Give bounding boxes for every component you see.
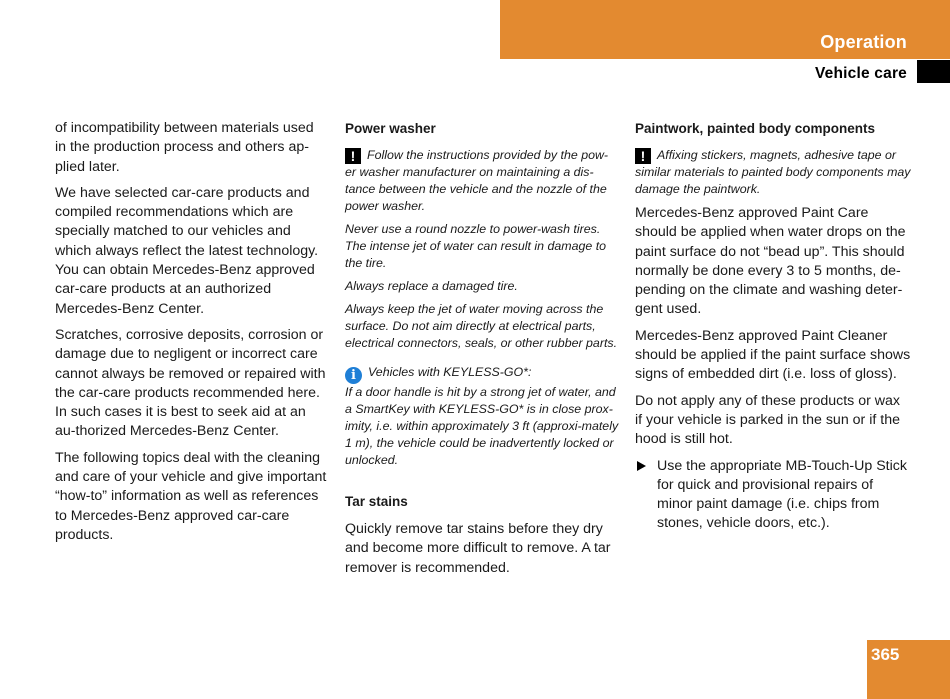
bullet-text: Use the appropriate MB-Touch-Up Stick for quick and provisional repairs of minor paint damage (i.e. chips from stones, vehicle doors, etc.). [657,457,907,532]
heading-paintwork: Paintwork, painted body components [635,121,876,136]
section-tab-marker [917,60,950,83]
warning-text: Affixing stickers, magnets, adhesive tape or similar materials to painted body components may damage the paintwork. [635,148,911,196]
warning-text: Follow the instructions provided by the pow-er washer manufacturer on maintaining a dis-tance between the vehicle and the nozzle of the power washer. [345,148,609,213]
heading-power-washer: Power washer [345,121,436,136]
paragraph: We have selected car-care products and compiled recommendations which are specially matched to our vehicles and which always reflect the latest technology. You can obtain Mercedes-Benz approved car-care products at an authorized Mercedes-Benz Center. [55,184,319,317]
info-icon: i [345,367,362,384]
paragraph: of incompatibility between materials used in the production process and others ap-plied later. [55,120,314,175]
paragraph: Mercedes-Benz approved Paint Care should be applied when water drops on the paint surface do not “bead up”. This should normally be done every 3 to 5 months, de-pending on the climate and washing deter-gent used. [635,205,906,318]
warning-note [345,147,619,215]
column-middle [345,119,619,585]
note-text: Never use a round nozzle to power-wash tires. The intense jet of water can result in damage to the tire. [345,222,607,270]
paragraph: The following topics deal with the cleaning and care of your vehicle and give important “how-to” information as well as references to Mercedes-Benz approved car-care products. [55,449,327,543]
paragraph: Scratches, corrosive deposits, corrosion or damage due to negligent or incorrect care cannot always be removed or repaired with the car-care products recommended here. In such cases it is best to seek aid at an au-thorized Mercedes-Benz Center. [55,326,326,440]
triangle-bullet-icon [637,461,646,471]
warning-icon: ! [635,148,651,164]
heading-tar-stains: Tar stains [345,494,408,509]
info-text: If a door handle is hit by a strong jet of water, and a SmartKey with KEYLESS-GO* is in close prox-imity, i.e. within approximately 3 ft (approxi-mately 1 m), the vehicle could be inadvertently locked or unlocked. [345,385,619,467]
paragraph: Quickly remove tar stains before they dry and become more difficult to remove. A tar remover is recommended. [345,521,611,576]
paragraph: Mercedes-Benz approved Paint Cleaner should be applied if the paint surface shows signs of embedded dirt (i.e. loss of gloss). [635,327,911,383]
info-title-text: Vehicles with KEYLESS-GO*: [368,365,532,379]
paragraph: Do not apply any of these products or wax if your vehicle is parked in the sun or if the hood is still hot. [635,392,900,448]
section-title: Operation [820,32,907,52]
warning-note [635,147,911,198]
note-text: Always keep the jet of water moving across the surface. Do not aim directly at electrical parts, electrical connectors, seals, or other rubber parts. [345,302,618,350]
note-text: Always replace a damaged tire. [345,279,518,293]
subsection-title: Vehicle care [814,65,907,82]
column-left [55,119,327,552]
info-title [345,364,619,384]
bullet-item [635,457,911,534]
warning-icon: ! [345,148,361,164]
column-right [635,119,911,541]
page-number: 365 [871,645,900,664]
